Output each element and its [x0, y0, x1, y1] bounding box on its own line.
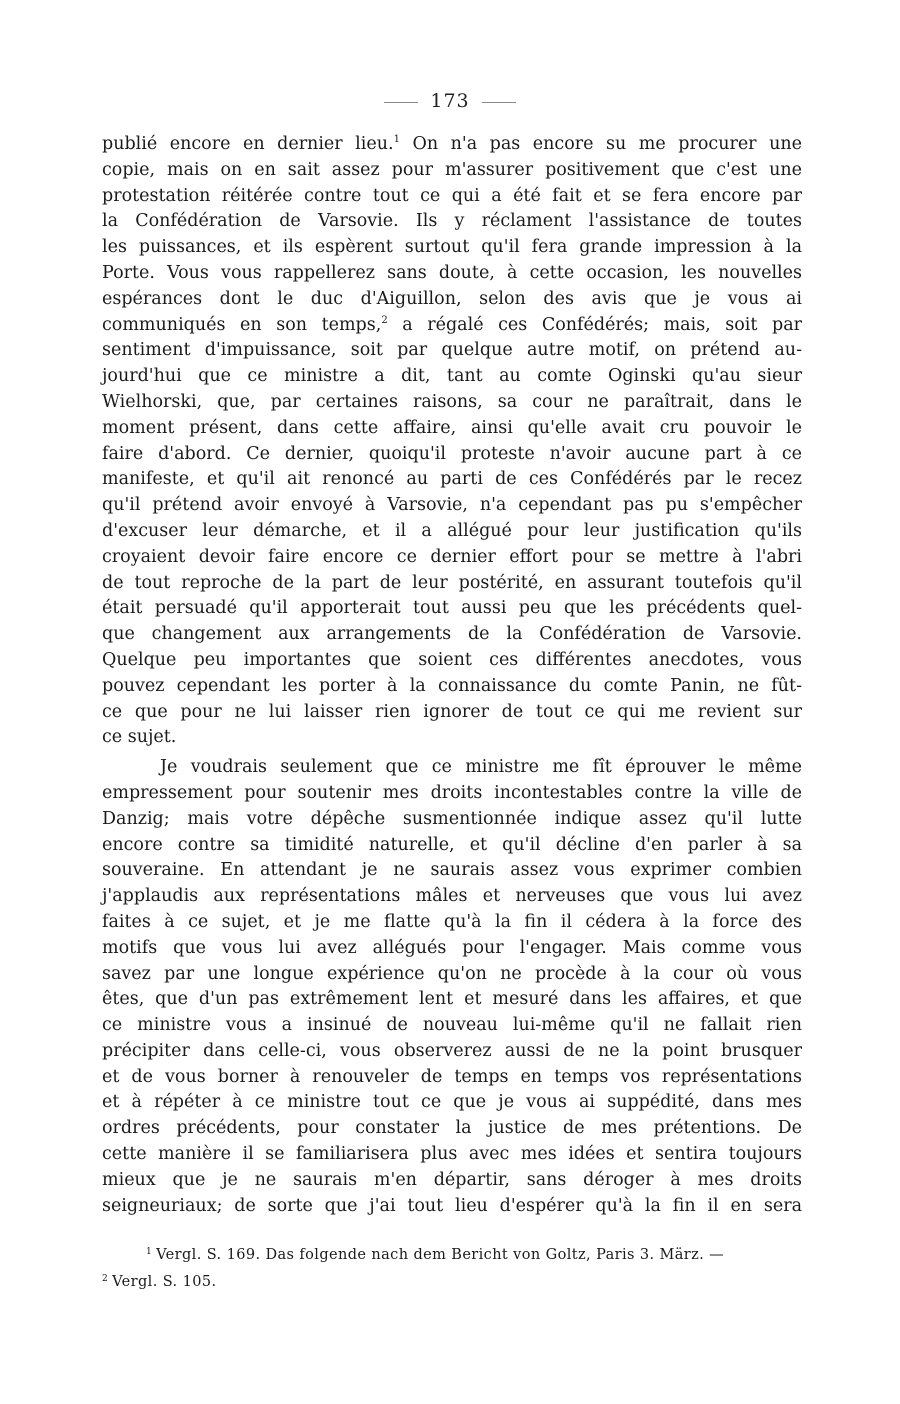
- text-line: de tout reproche de la part de leur postérité, en assurant toutefois qu'il: [102, 572, 802, 593]
- text-line: protestation réitérée contre tout ce qui a été fait et se fera encore par: [102, 185, 802, 206]
- paragraph-2: [102, 755, 802, 1219]
- text-line: pouvez cependant les porter à la connaissance du comte Panin, ne fût-: [102, 675, 802, 696]
- body-text: [102, 132, 802, 1219]
- header-rule-left: [384, 102, 418, 103]
- text-line: que changement aux arrangements de la Confédération de Varsovie.: [102, 624, 802, 645]
- text-line: jourd'hui que ce ministre a dit, tant au comte Oginski qu'au sieur: [102, 366, 802, 387]
- text-line: Wielhorski, que, par certaines raisons, sa cour ne paraîtrait, dans le: [102, 391, 802, 412]
- text-line: Porte. Vous vous rappellerez sans doute, à cette occasion, les nouvelles: [102, 262, 802, 283]
- text-line: publié encore en dernier lieu.$^1$ On n'a pas encore su me procurer une: [102, 134, 802, 154]
- text-line: les puissances, et ils espèrent surtout qu'il fera grande impression à la: [102, 237, 802, 258]
- text-line: manifeste, et qu'il ait renoncé au parti de ces Confédérés par le recez: [102, 469, 802, 490]
- text-line: et de vous borner à renouveler de temps en temps vos représentations: [102, 1066, 802, 1087]
- text-line: Danzig; mais votre dépêche susmentionnée indique assez qu'il lutte: [102, 808, 802, 829]
- footnote-text: Vergl. S. 105.: [112, 1274, 217, 1290]
- text-line: souveraine. En attendant je ne saurais assez vous exprimer combien: [102, 860, 802, 881]
- text-line: ordres précédents, pour constater la justice de mes prétentions. De: [102, 1118, 802, 1139]
- text-line: d'excuser leur démarche, et il a allégué pour leur justification qu'ils: [102, 520, 802, 541]
- text-line: Je voudrais seulement que ce ministre me fît éprouver le même: [160, 757, 802, 778]
- footnote-ref: 2: [381, 314, 388, 326]
- text-line: savez par une longue expérience qu'on ne procède à la cour où vous: [102, 963, 802, 984]
- text-line: qu'il prétend avoir envoyé à Varsovie, n'a cependant pas pu s'empêcher: [102, 495, 802, 516]
- text-line: empressement pour soutenir mes droits incontestables contre la ville de: [102, 782, 802, 803]
- page-number: 173: [430, 90, 470, 112]
- paragraph-1: [102, 132, 802, 751]
- text-line: espérances dont le duc d'Aiguillon, selon des avis que je vous ai: [102, 288, 802, 309]
- footnote-ref: 1: [393, 134, 400, 145]
- footnote-text: Vergl. S. 169. Das folgende nach dem Bericht von Goltz, Paris 3. März. —: [156, 1247, 725, 1263]
- text-line: croyaient devoir faire encore ce dernier effort pour se mettre à l'abri: [102, 546, 802, 567]
- text-line: seigneuriaux; de sorte que j'ai tout lieu d'espérer qu'à la fin il en sera: [102, 1195, 802, 1216]
- text-line: motifs que vous lui avez allégués pour l'engager. Mais comme vous: [102, 937, 802, 958]
- text-line: êtes, que d'un pas extrêmement lent et mesuré dans les affaires, et que: [102, 989, 802, 1010]
- footnote-2: [102, 1267, 802, 1294]
- text-line: faites à ce sujet, et je me flatte qu'à la fin il cédera à la force des: [102, 911, 802, 932]
- text-line: sentiment d'impuissance, soit par quelque autre motif, on prétend au-: [102, 340, 802, 361]
- footnote-mark: 1: [146, 1247, 153, 1257]
- footnotes: [102, 1240, 802, 1294]
- text-line: encore contre sa timidité naturelle, et qu'il décline d'en parler à sa: [102, 834, 802, 855]
- text-line: et à répéter à ce ministre tout ce que je vous ai suppédité, dans mes: [102, 1092, 802, 1113]
- text-line: précipiter dans celle-ci, vous observerez aussi de ne la point brusquer: [102, 1040, 802, 1061]
- footnote-mark: 2: [102, 1274, 109, 1284]
- text-line: ce sujet.: [102, 727, 177, 748]
- text-line: Quelque peu importantes que soient ces différentes anecdotes, vous: [102, 649, 802, 670]
- text-line: moment présent, dans cette affaire, ainsi qu'elle avait cru pouvoir le: [102, 417, 802, 438]
- text-line: faire d'abord. Ce dernier, quoiqu'il proteste n'avoir aucune part à ce: [102, 443, 802, 464]
- page-header: [0, 90, 900, 112]
- text-line: ce ministre vous a insinué de nouveau lui-même qu'il ne fallait rien: [102, 1015, 802, 1036]
- footnote-1: [102, 1240, 802, 1267]
- text-line: ce que pour ne lui laisser rien ignorer de tout ce qui me revient sur: [102, 701, 802, 722]
- text-line: la Confédération de Varsovie. Ils y réclament l'assistance de toutes: [102, 211, 802, 232]
- text-line: mieux que je ne saurais m'en départir, sans déroger à mes droits: [102, 1169, 802, 1190]
- text-line: communiqués en son temps,$^2$ a régalé ces Confédérés; mais, soit par: [102, 314, 803, 335]
- text-line: était persuadé qu'il apporterait tout aussi peu que les précédents quel-: [102, 598, 802, 619]
- text-line: j'applaudis aux représentations mâles et nerveuses que vous lui avez: [102, 886, 802, 907]
- header-rule-right: [482, 102, 516, 103]
- text-line: cette manière il se familiarisera plus avec mes idées et sentira toujours: [102, 1144, 802, 1165]
- text-line: copie, mais on en sait assez pour m'assurer positivement que c'est une: [102, 159, 802, 180]
